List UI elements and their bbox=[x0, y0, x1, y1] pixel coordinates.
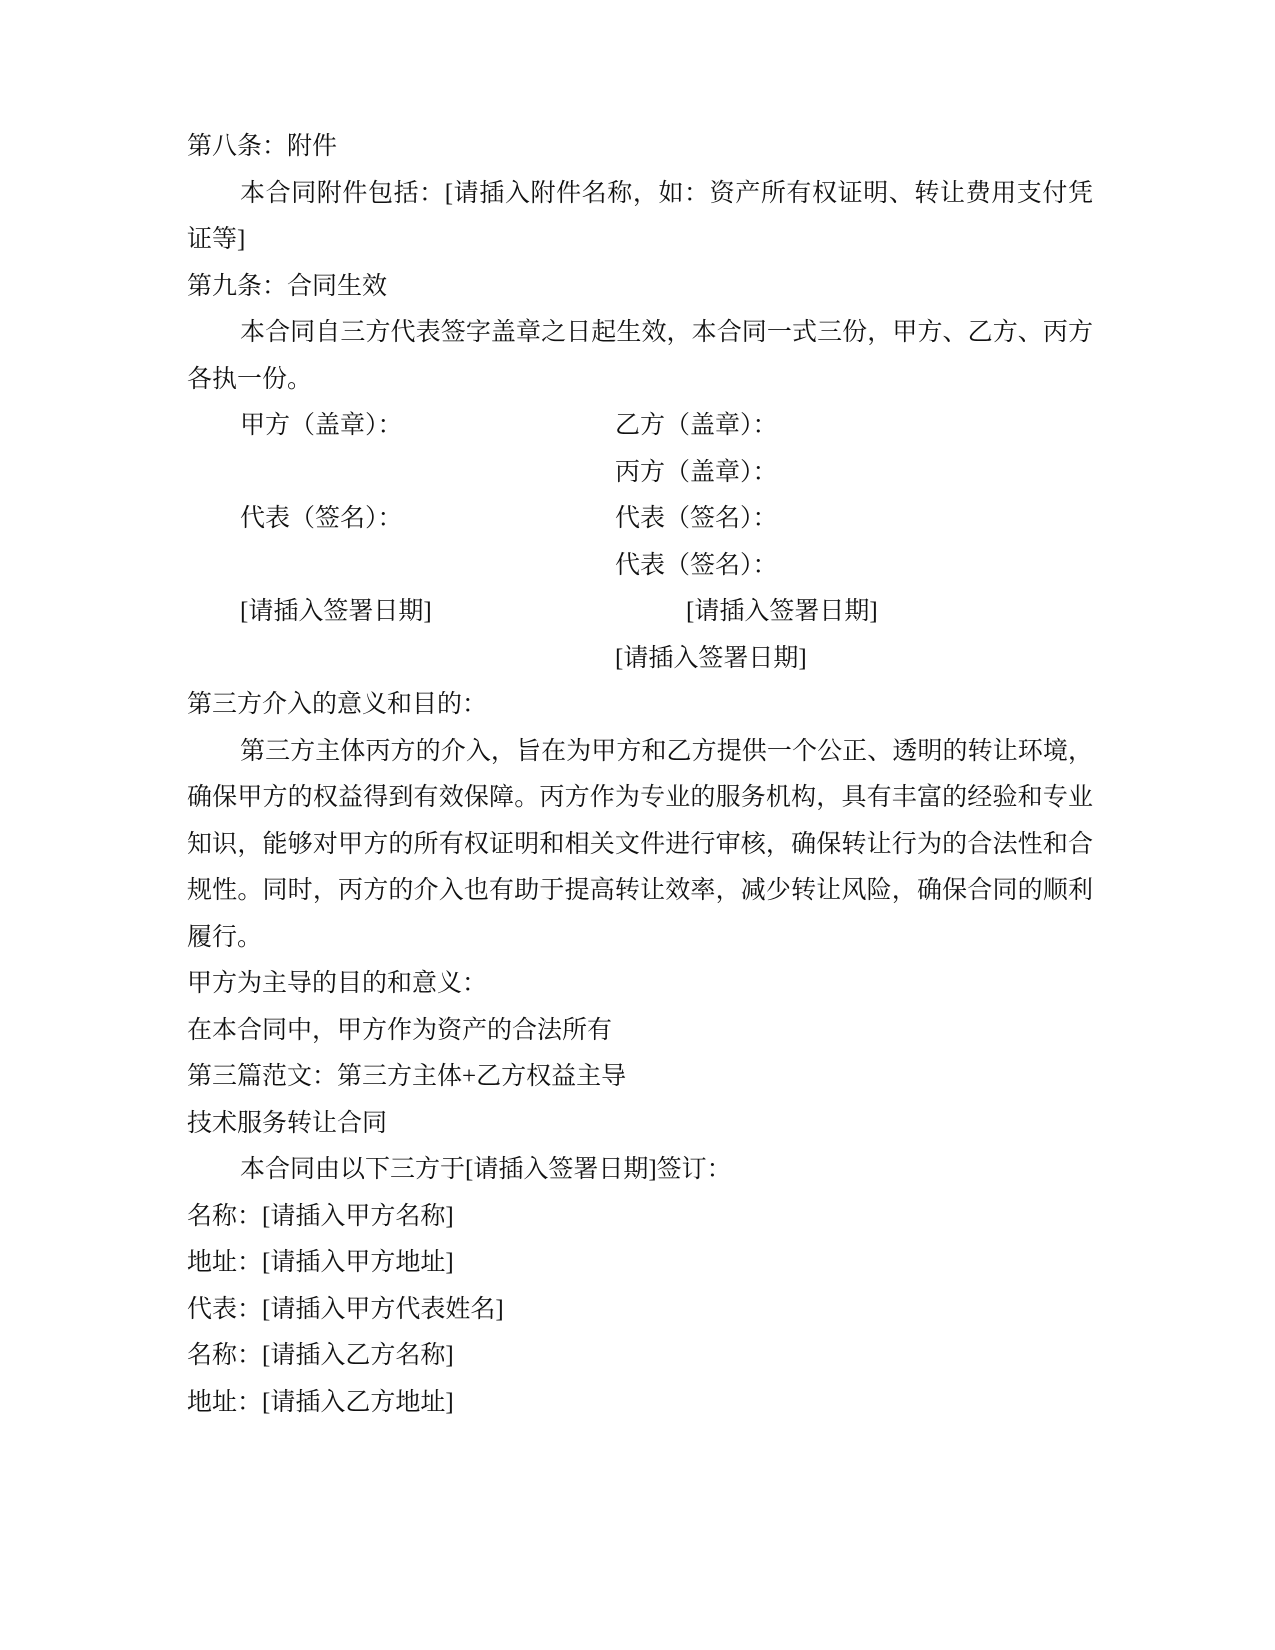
empty-cell bbox=[240, 543, 615, 590]
party-c-seal-label: 丙方（盖章）： bbox=[615, 458, 778, 486]
empty-cell bbox=[240, 636, 615, 683]
party-a-lead-body: 在本合同中，甲方作为资产的合法所有 bbox=[187, 1016, 613, 1044]
party-a-seal-label: 甲方（盖章）： bbox=[240, 412, 403, 439]
essay-3-heading: 第三篇范文：第三方主体+乙方权益主导 bbox=[187, 1063, 627, 1090]
intro-line: 本合同由以下三方于[请插入签署日期]签订： bbox=[240, 1156, 732, 1183]
party-b-date-placeholder: [请插入签署日期] bbox=[686, 598, 878, 625]
party-c-rep-sign-label: 代表（签名）： bbox=[615, 551, 778, 579]
signature-row-date-c bbox=[187, 636, 1093, 683]
article-8-body: 本合同附件包括：[请插入附件名称，如：资产所有权证明、转让费用支付凭证等] bbox=[187, 179, 1093, 253]
article-8-heading: 第八条：附件 bbox=[187, 133, 338, 160]
party-c-date-placeholder: [请插入签署日期] bbox=[615, 644, 807, 672]
party-a-date-placeholder: [请插入签署日期] bbox=[240, 598, 432, 625]
signature-row-seal-c bbox=[187, 450, 1093, 497]
signature-row-seal-ab bbox=[187, 403, 1093, 450]
contract-title: 技术服务转让合同 bbox=[187, 1109, 388, 1137]
third-party-body: 第三方主体丙方的介入，旨在为甲方和乙方提供一个公正、透明的转让环境，确保甲方的权益得到有效保障。丙方作为专业的服务机构，具有丰富的经验和专业知识，能够对甲方的所有权证明和相关文件进行审核，确保转让行为的合法性和合规性。同时，丙方的介入也有助于提高转让效率，减少转让风险，确保合同的顺利履行。 bbox=[187, 737, 1093, 951]
document-page bbox=[187, 124, 1093, 1426]
signature-row-rep-ab bbox=[187, 496, 1093, 543]
empty-cell bbox=[240, 450, 615, 497]
article-9-heading: 第九条：合同生效 bbox=[187, 272, 388, 300]
party-a-name-line: 名称：[请插入甲方名称] bbox=[187, 1202, 454, 1230]
article-9-body: 本合同自三方代表签字盖章之日起生效，本合同一式三份，甲方、乙方、丙方各执一份。 bbox=[187, 319, 1093, 393]
signature-row-rep-c bbox=[187, 543, 1093, 590]
party-b-name-line: 名称：[请插入乙方名称] bbox=[187, 1342, 454, 1369]
party-b-addr-line: 地址：[请插入乙方地址] bbox=[187, 1388, 454, 1416]
party-a-rep-sign-label: 代表（签名）： bbox=[240, 505, 403, 532]
third-party-heading: 第三方介入的意义和目的： bbox=[187, 691, 488, 718]
party-a-lead-heading: 甲方为主导的目的和意义： bbox=[187, 970, 488, 997]
party-b-rep-sign-label: 代表（签名）： bbox=[615, 505, 778, 532]
party-a-rep-line: 代表：[请插入甲方代表姓名] bbox=[187, 1295, 504, 1323]
signature-row-date-ab bbox=[187, 589, 1093, 636]
party-a-addr-line: 地址：[请插入甲方地址] bbox=[187, 1249, 454, 1276]
party-b-seal-label: 乙方（盖章）： bbox=[615, 412, 778, 439]
